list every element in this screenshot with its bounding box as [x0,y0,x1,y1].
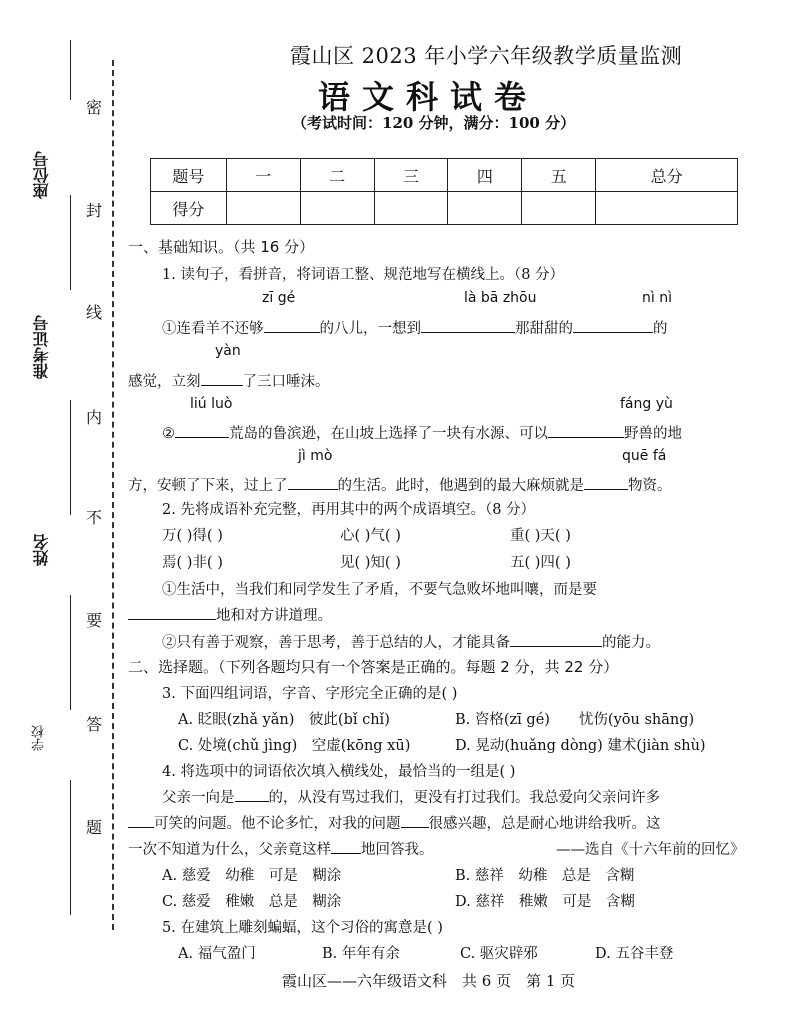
pinyin: yàn [215,343,241,359]
text: 可笑的问题。他不论多忙，对我的问题 [154,816,401,832]
text: 感觉，立刻 [128,374,201,390]
exam-school-title: 霞山区 2023 年小学六年级教学质量监测 [290,44,683,68]
idiom-item[interactable]: 五( )四( ) [510,555,571,571]
text: ①连看羊不还够 [162,321,264,337]
text: 地和对方讲道理。 [216,608,332,624]
text: 的能力。 [602,635,660,651]
q5-option-b[interactable]: B. 年年有余 [322,946,400,962]
q2-stem: 2. 先将成语补充完整，再用其中的两个成语填空。（8 分） [162,502,536,518]
pinyin: nì nì [642,290,672,306]
section2-heading: 二、选择题。（下列各题均只有一个答案是正确的。每题 2 分，共 22 分） [128,658,619,676]
q5-option-a[interactable]: A. 福气盈门 [178,946,256,962]
seal-char-1: 密 [86,98,103,117]
score-input-cell[interactable] [596,192,738,225]
answer-blank[interactable] [510,633,602,647]
answer-blank[interactable] [264,319,320,333]
text: 地回答我。 [361,842,434,858]
text: 的 [653,321,668,337]
score-table-header-row [151,159,738,192]
school-line-upper [70,595,71,710]
seat-number-line [70,40,71,100]
score-cell: 题号 [151,159,227,192]
q2-sentence1: ①生活中，当我们和同学发生了矛盾，不要气急败坏地叫嚷，而是要 [162,582,597,598]
score-cell: 得分 [151,192,227,225]
answer-blank[interactable] [128,814,154,828]
q4-source: ——选自《十六年前的回忆》 [556,842,745,858]
idiom-item[interactable]: 万( )得( ) [162,528,223,544]
exam-number-field[interactable] [30,195,103,395]
q1-sentence4 [128,474,672,495]
score-input-cell[interactable] [374,192,448,225]
score-cell: 总分 [596,159,738,192]
text: 方，安顿了下来，过上了 [128,478,288,494]
answer-blank[interactable] [421,319,515,333]
pinyin: quē fá [622,448,667,464]
q4-passage-line2 [128,812,661,833]
seal-char-8: 题 [86,818,103,837]
q5-option-d[interactable]: D. 五谷丰登 [595,946,674,962]
page-footer: 霞山区——六年级语文科 共 6 页 第 1 页 [282,972,576,990]
pinyin: fáng yù [620,396,673,412]
q2-sentence2 [162,631,660,652]
text: 野兽的地 [624,426,682,442]
q1-stem: 1. 读句子，看拼音，将词语工整、规范地写在横线上。（8 分） [162,267,565,283]
exam-title: 语文科试卷 [318,78,539,116]
q5-stem: 5. 在建筑上雕刻蝙蝠，这个习俗的寓意是( ) [162,920,443,936]
seal-char-6: 要 [86,611,103,630]
text: 很感兴趣，总是耐心地讲给我听。这 [428,816,661,832]
name-label: 姓名 [32,534,51,566]
text: ②只有善于观察，善于思考，善于总结的人，才能具备 [162,635,510,651]
score-table [150,158,738,225]
seal-char-3: 线 [86,303,103,322]
seal-char-5: 不 [86,508,103,527]
q5-option-c[interactable]: C. 驱灾辟邪 [460,946,538,962]
q1-sentence2 [128,370,330,391]
q3-stem: 3. 下面四组词语，字音、字形完全正确的是( ) [162,686,458,702]
text: 父亲一向是 [162,790,235,806]
idiom-item[interactable]: 重( )天( ) [510,528,571,544]
seat-number-label: 座位号 [32,151,51,199]
score-table-score-row [151,192,738,225]
idiom-item[interactable]: 焉( )非( ) [162,555,223,571]
text: 的生活。此时，他遇到的最大麻烦就是 [337,478,584,494]
pinyin: là bā zhōu [464,290,537,306]
q4-stem: 4. 将选项中的词语依次填入横线处，最恰当的一组是( ) [162,764,516,780]
q3-option-b[interactable]: B. 咨格(zī gé) 忧伤(yōu shāng) [455,712,695,728]
text: 荒岛的鲁滨逊，在山坡上选择了一块有水源、可以 [229,426,548,442]
q4-option-d[interactable]: D. 慈祥 稚嫩 可是 含糊 [455,894,635,910]
exam-number-label: 准考证号 [32,315,51,380]
score-input-cell[interactable] [300,192,374,225]
answer-blank[interactable] [128,606,216,620]
seal-char-4: 内 [86,408,103,427]
seal-char-2: 封 [86,201,103,220]
name-line [70,400,71,515]
q4-passage-line1 [162,786,660,807]
seal-dashed-line [112,60,114,930]
q2-sentence1-cont [128,604,332,625]
section1-heading: 一、基础知识。（共 16 分） [128,238,315,256]
school-line-lower [70,780,71,915]
text: 了三口唾沫。 [242,374,330,390]
text: 一次不知道为什么，父亲竟这样 [128,842,331,858]
q3-option-a[interactable]: A. 眨眼(zhǎ yǎn) 彼此(bǐ chǐ) [178,712,390,728]
text: 那甜甜的 [515,321,573,337]
q1-sentence1 [162,317,668,338]
text: ② [162,426,175,442]
text: 的，从没有骂过我们，更没有打过我们。我总爱向父亲问许多 [268,790,660,806]
score-cell: 五 [522,159,596,192]
score-cell: 二 [300,159,374,192]
score-input-cell[interactable] [522,192,596,225]
answer-blank[interactable] [548,424,624,438]
exam-info: （考试时间：120 分钟，满分：100 分） [292,114,576,132]
q3-option-c[interactable]: C. 处境(chǔ jìng) 空虚(kōng xū) [178,738,411,754]
idiom-item[interactable]: 心( )气( ) [340,528,401,544]
score-cell: 一 [226,159,300,192]
pinyin: liú luò [190,396,233,412]
school-field[interactable] [30,595,103,925]
answer-blank[interactable] [401,814,429,828]
binding-strip [0,0,120,1010]
exam-number-line [70,195,71,290]
pinyin: jì mò [298,448,333,464]
text: 物资。 [628,478,672,494]
answer-blank[interactable] [584,476,628,490]
score-input-cell[interactable] [448,192,522,225]
text: 的八儿，一想到 [319,321,421,337]
answer-blank[interactable] [573,319,653,333]
q1-sentence3 [162,422,682,443]
pinyin: zī gé [262,290,296,306]
score-input-cell[interactable] [226,192,300,225]
score-cell: 四 [448,159,522,192]
answer-blank[interactable] [331,840,361,854]
answer-blank[interactable] [201,372,243,386]
q4-option-b[interactable]: B. 慈祥 幼稚 总是 含糊 [455,868,635,884]
school-label: 学校 [32,725,47,751]
idiom-item[interactable]: 见( )知( ) [340,555,401,571]
answer-blank[interactable] [175,424,229,438]
seal-char-7: 答 [86,715,103,734]
answer-blank[interactable] [288,476,338,490]
score-cell: 三 [374,159,448,192]
q4-option-c[interactable]: C. 慈爱 稚嫩 总是 糊涂 [162,894,342,910]
q3-option-d[interactable]: D. 晃动(huǎng dòng) 建术(jiàn shù) [455,738,706,754]
answer-blank[interactable] [235,788,269,802]
q4-option-a[interactable]: A. 慈爱 幼稚 可是 糊涂 [162,868,342,884]
q4-passage-line3 [128,838,434,859]
